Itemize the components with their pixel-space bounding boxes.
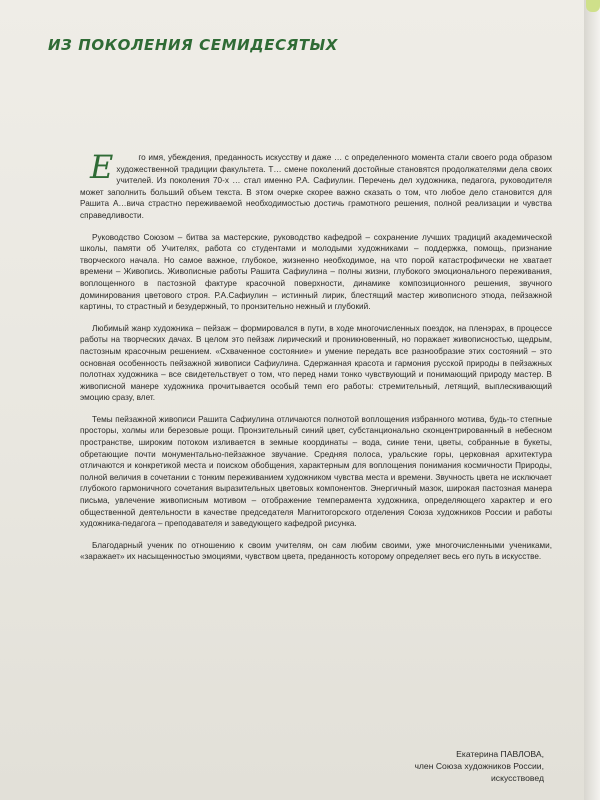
corner-mark	[586, 0, 600, 12]
page-title: ИЗ ПОКОЛЕНИЯ СЕМИДЕСЯТЫХ	[48, 36, 338, 54]
paragraph-1-text: го имя, убеждения, преданность искусству и даже … с определенного момента стали своего рода образом художественной традиции факультета. Т… смене поколений достойные становятся продолжателями дела своих учителей. Из поколения 70-х … стал именно Р.А. Сафиулин. Перечень дел художника, педагога, руководителя может заполнить больший объем текста. В этом очерке скорее важно сказать о том, что любое дело становится для Рашита А…вича страстно переживаемой необходимостью достичь грамотного решения, полной реализации и чувства справедливости.	[80, 153, 552, 220]
paragraph-3: Любимый жанр художника – пейзаж – формировался в пути, в ходе многочисленных поездок, на пленэрах, в процессе работы на творческих дачах. В целом это пейзаж лирический и проникновенный, но поражает живописностью, щедрым, пастозным красочным решением. «Схваченное состояние» и умение передать все разнообразие этих состояний – это основная особенность пейзажной живописи Сафиулина. Сдержанная красота и гармония русской природы в пейзажных полотнах художника – все свидетельствует о том, что перед нами тонко чувствующий и понимающий природу мастер. В живописной манере художника прочитывается особый темп его работы: стремительный, летящий, выплескивающий эмоцию сразу, влет.	[80, 323, 552, 403]
page-edge	[584, 0, 600, 800]
author-name: Екатерина ПАВЛОВА,	[456, 749, 544, 759]
drop-cap: Е	[90, 148, 114, 186]
article-body	[80, 148, 552, 573]
paragraph-2: Руководство Союзом – битва за мастерские, руководство кафедрой – сохранение лучших традиций академической школы, памяти об Учителях, работа со студентами и молодыми художниками – поддержка, помощь, признание творческого начала. Но самое важное, глубокое, жизненно необходимое, на что порой катастрофически не хватает времени – Живопись. Живописные работы Рашита Сафиулина – полны жизни, глубокого эмоционального переживания, воплощенного в пастозной фактуре красочной поверхности, динамике композиционного решения, звучного доминирования цветового строя. Р.А.Сафиулин – истинный лирик, блестящий мастер живописного этюда, пейзажной картины, то страстный и безудержный, то пронзительно нежный и глубокий.	[80, 232, 552, 312]
paragraph-5: Благодарный ученик по отношению к своим учителям, он сам любим своими, уже многочисленными учениками, «заражает» их насыщенностью эмоциями, чувством цвета, преданность которому определяет весь его путь в искусстве.	[80, 540, 552, 562]
author-signature	[244, 748, 544, 784]
author-profession: искусствовед	[490, 773, 544, 783]
paragraph-4: Темы пейзажной живописи Рашита Сафиулина отличаются полнотой воплощения избранного мотива, будь-то степные просторы, холмы или березовые рощи. Пронзительный синий цвет, субстанционально сконцентрированный в небесном пространстве, широким потоком изливается в земные координаты – вода, синие тени, цветы, собранные в букеты, обретающие почти монументально-пейзажное звучание. Средняя полоса, уральские горы, церковная архитектура отличаются и конкретикой места и поиском обобщения, характерным для воплощения понимания космичности Природы, полной величия в сочетании с тонким переживанием художником чувства места и времени. Звучность цвета не исключает глубокого гармоничного сочетания выразительных цветовых компонентов. Энергичный мазок, широкая пастозная манера письма, увлечение живописным мотивом – отображение темперамента художника, определяющего характер и его общественной деятельности в качестве председателя Магнитогорского отделения Союза художников России и работы художника-педагога – преподавателя и заведующего кафедрой рисунка.	[80, 414, 552, 529]
author-membership: член Союза художников России,	[414, 761, 544, 771]
paragraph-1	[80, 148, 552, 222]
